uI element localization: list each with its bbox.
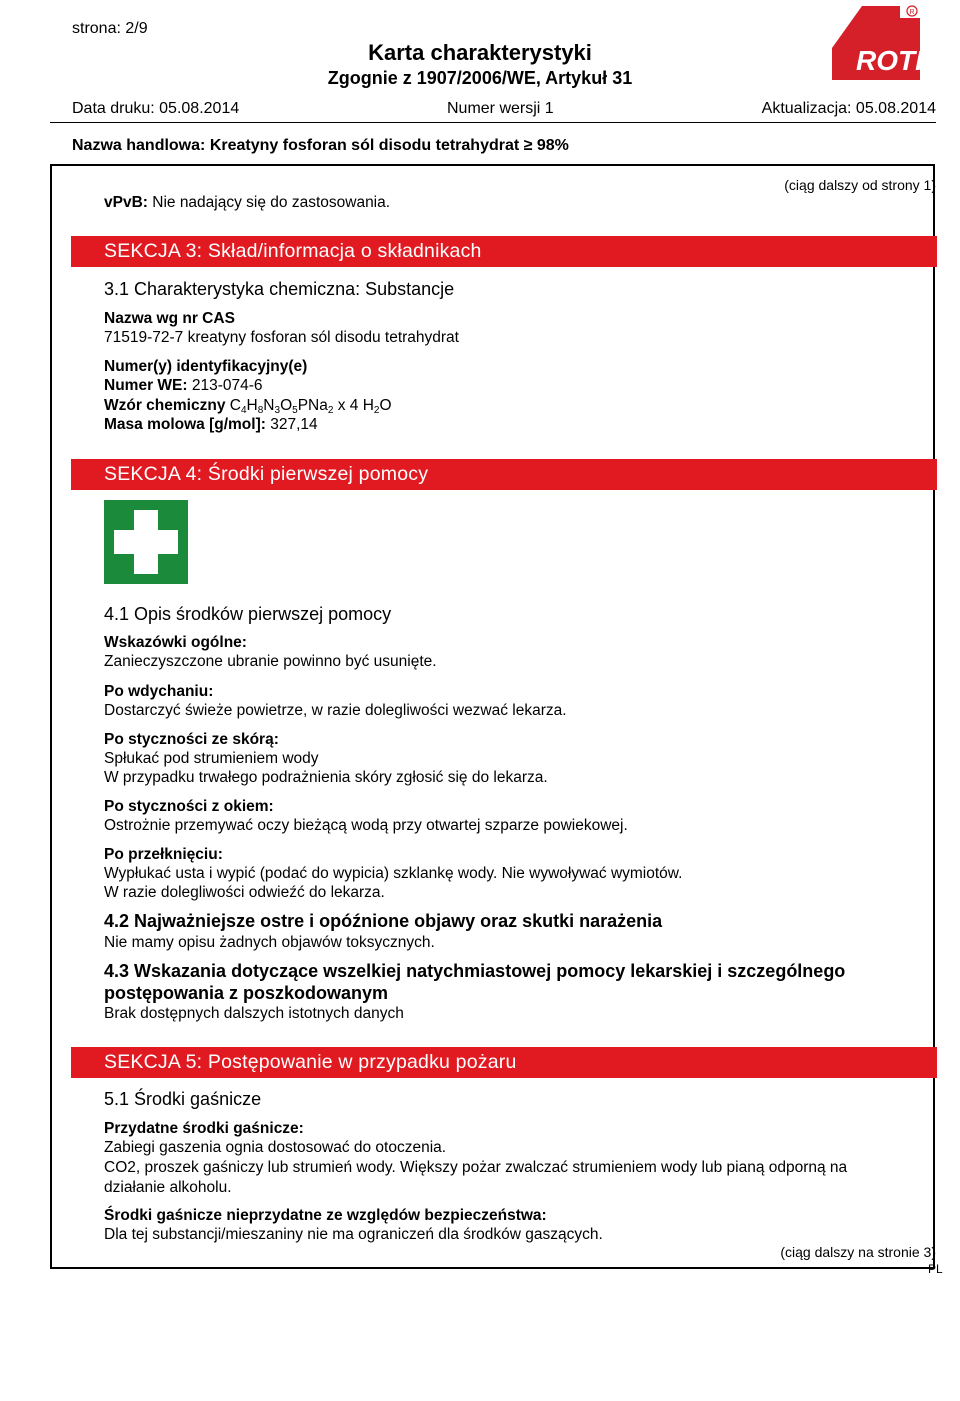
trade-name-label: Nazwa handlowa: [72, 137, 206, 154]
eye-contact-text: Ostrożnie przemywać oczy bieżącą wodą przy otwartej szparze powiekowej. [104, 817, 628, 834]
logo-text: ROTH [856, 45, 936, 76]
first-aid-cross-icon [104, 500, 188, 584]
vpvb-line [104, 193, 390, 212]
suitable-media-text-3: działanie alkoholu. [104, 1179, 232, 1196]
header-divider [50, 122, 936, 123]
version-number: Numer wersji 1 [447, 100, 554, 117]
molar-mass-line [104, 415, 318, 434]
section-5-heading-bar [71, 1047, 937, 1078]
subsection-4-2-heading: 4.2 Najważniejsze ostre i opóźnione objawy oraz skutki narażenia [104, 911, 663, 931]
vpvb-label: vPvB: [104, 194, 148, 211]
roth-logo-icon [826, 2, 936, 82]
ec-number-value: 213-074-6 [191, 377, 263, 394]
language-code: PL [928, 1262, 943, 1276]
roth-logo [826, 2, 936, 82]
skin-contact-text-2: W przypadku trwałego podrażnienia skóry zgłosić się do lekarza. [104, 769, 548, 786]
unsuitable-media-label: Środki gaśnicze nieprzydatne ze względów bezpieczeństwa: [104, 1207, 547, 1224]
section-4-heading: SEKCJA 4: Środki pierwszej pomocy [104, 463, 429, 485]
chemical-formula: $C_4H_8N_3O_5PNa_2$ x 4 $H_2O$ [229, 397, 392, 416]
eye-contact-label: Po styczności z okiem: [104, 798, 274, 815]
suitable-media-label: Przydatne środki gaśnicze: [104, 1120, 304, 1137]
trade-name-line [72, 137, 569, 155]
update-date: Aktualizacja: 05.08.2014 [761, 100, 936, 117]
trade-name-value: Kreatyny fosforan sól disodu tetrahydrat ≥ 98% [209, 137, 569, 154]
continuation-from: (ciąg dalszy od strony 1) [784, 177, 936, 193]
suitable-media-text-1: Zabiegi gaszenia ognia dostosować do otoczenia. [104, 1139, 447, 1156]
ec-number-label: Numer WE: [104, 377, 188, 394]
medical-attention-text: Brak dostępnych dalszych istotnych danych [104, 1005, 404, 1022]
ingestion-text-1: Wypłukać usta i wypić (podać do wypicia) szklankę wody. Nie wywoływać wymiotów. [104, 865, 683, 882]
ingestion-text-2: W razie dolegliwości odwieźć do lekarza. [104, 884, 385, 901]
section-4-heading-bar [71, 459, 937, 490]
cas-value: 71519-72-7 kreatyny fosforan sól disodu tetrahydrat [104, 329, 459, 346]
continuation-to: (ciąg dalszy na stronie 3) [780, 1244, 936, 1260]
section-5-heading: SEKCJA 5: Postępowanie w przypadku pożaru [104, 1051, 517, 1073]
subsection-4-3-heading-line-2: postępowania z poszkodowanym [104, 983, 389, 1003]
ec-number-line [104, 376, 263, 395]
identifier-label: Numer(y) identyfikacyjny(e) [104, 358, 308, 375]
document-title: Karta charakterystyki [368, 40, 592, 65]
page-number: strona: 2/9 [72, 20, 148, 37]
document-subtitle: Zgognie z 1907/2006/WE, Artykuł 31 [327, 68, 633, 88]
ingestion-label: Po przełknięciu: [104, 846, 223, 863]
subsection-5-1-heading: 5.1 Środki gaśnicze [104, 1089, 262, 1109]
inhalation-label: Po wdychaniu: [104, 683, 214, 700]
subsection-3-1-heading: 3.1 Charakterystyka chemiczna: Substancje [104, 279, 455, 299]
symptoms-text: Nie mamy opisu żadnych objawów toksycznych. [104, 934, 435, 951]
subsection-4-3-heading-line-1: 4.3 Wskazania dotyczące wszelkiej natychmiastowej pomocy lekarskiej i szczególnego [104, 961, 846, 981]
section-3-heading-bar [71, 236, 937, 267]
general-advice-text: Zanieczyszczone ubranie powinno być usunięte. [104, 653, 437, 670]
formula-label: Wzór chemiczny [104, 397, 226, 414]
document-title-block [0, 40, 960, 90]
print-date: Data druku: 05.08.2014 [72, 100, 240, 117]
unsuitable-media-text: Dla tej substancji/mieszaniny nie ma ograniczeń dla środków gaszących. [104, 1226, 603, 1243]
vpvb-value: Nie nadający się do zastosowania. [152, 194, 391, 211]
molar-mass-label: Masa molowa [g/mol]: [104, 416, 266, 433]
skin-contact-text-1: Spłukać pod strumieniem wody [104, 750, 319, 767]
general-advice-label: Wskazówki ogólne: [104, 634, 247, 651]
molar-mass-value: 327,14 [270, 416, 318, 433]
cas-label: Nazwa wg nr CAS [104, 310, 235, 327]
subsection-4-1-heading: 4.1 Opis środków pierwszej pomocy [104, 604, 392, 624]
svg-text:R: R [909, 9, 915, 16]
inhalation-text: Dostarczyć świeże powietrze, w razie dolegliwości wezwać lekarza. [104, 702, 567, 719]
section-3-heading: SEKCJA 3: Skład/informacja o składnikach [104, 240, 482, 262]
suitable-media-text-2: CO2, proszek gaśniczy lub strumień wody. Większy pożar zwalczać strumieniem wody lub pianą odporną na [104, 1159, 848, 1176]
skin-contact-label: Po styczności ze skórą: [104, 731, 279, 748]
